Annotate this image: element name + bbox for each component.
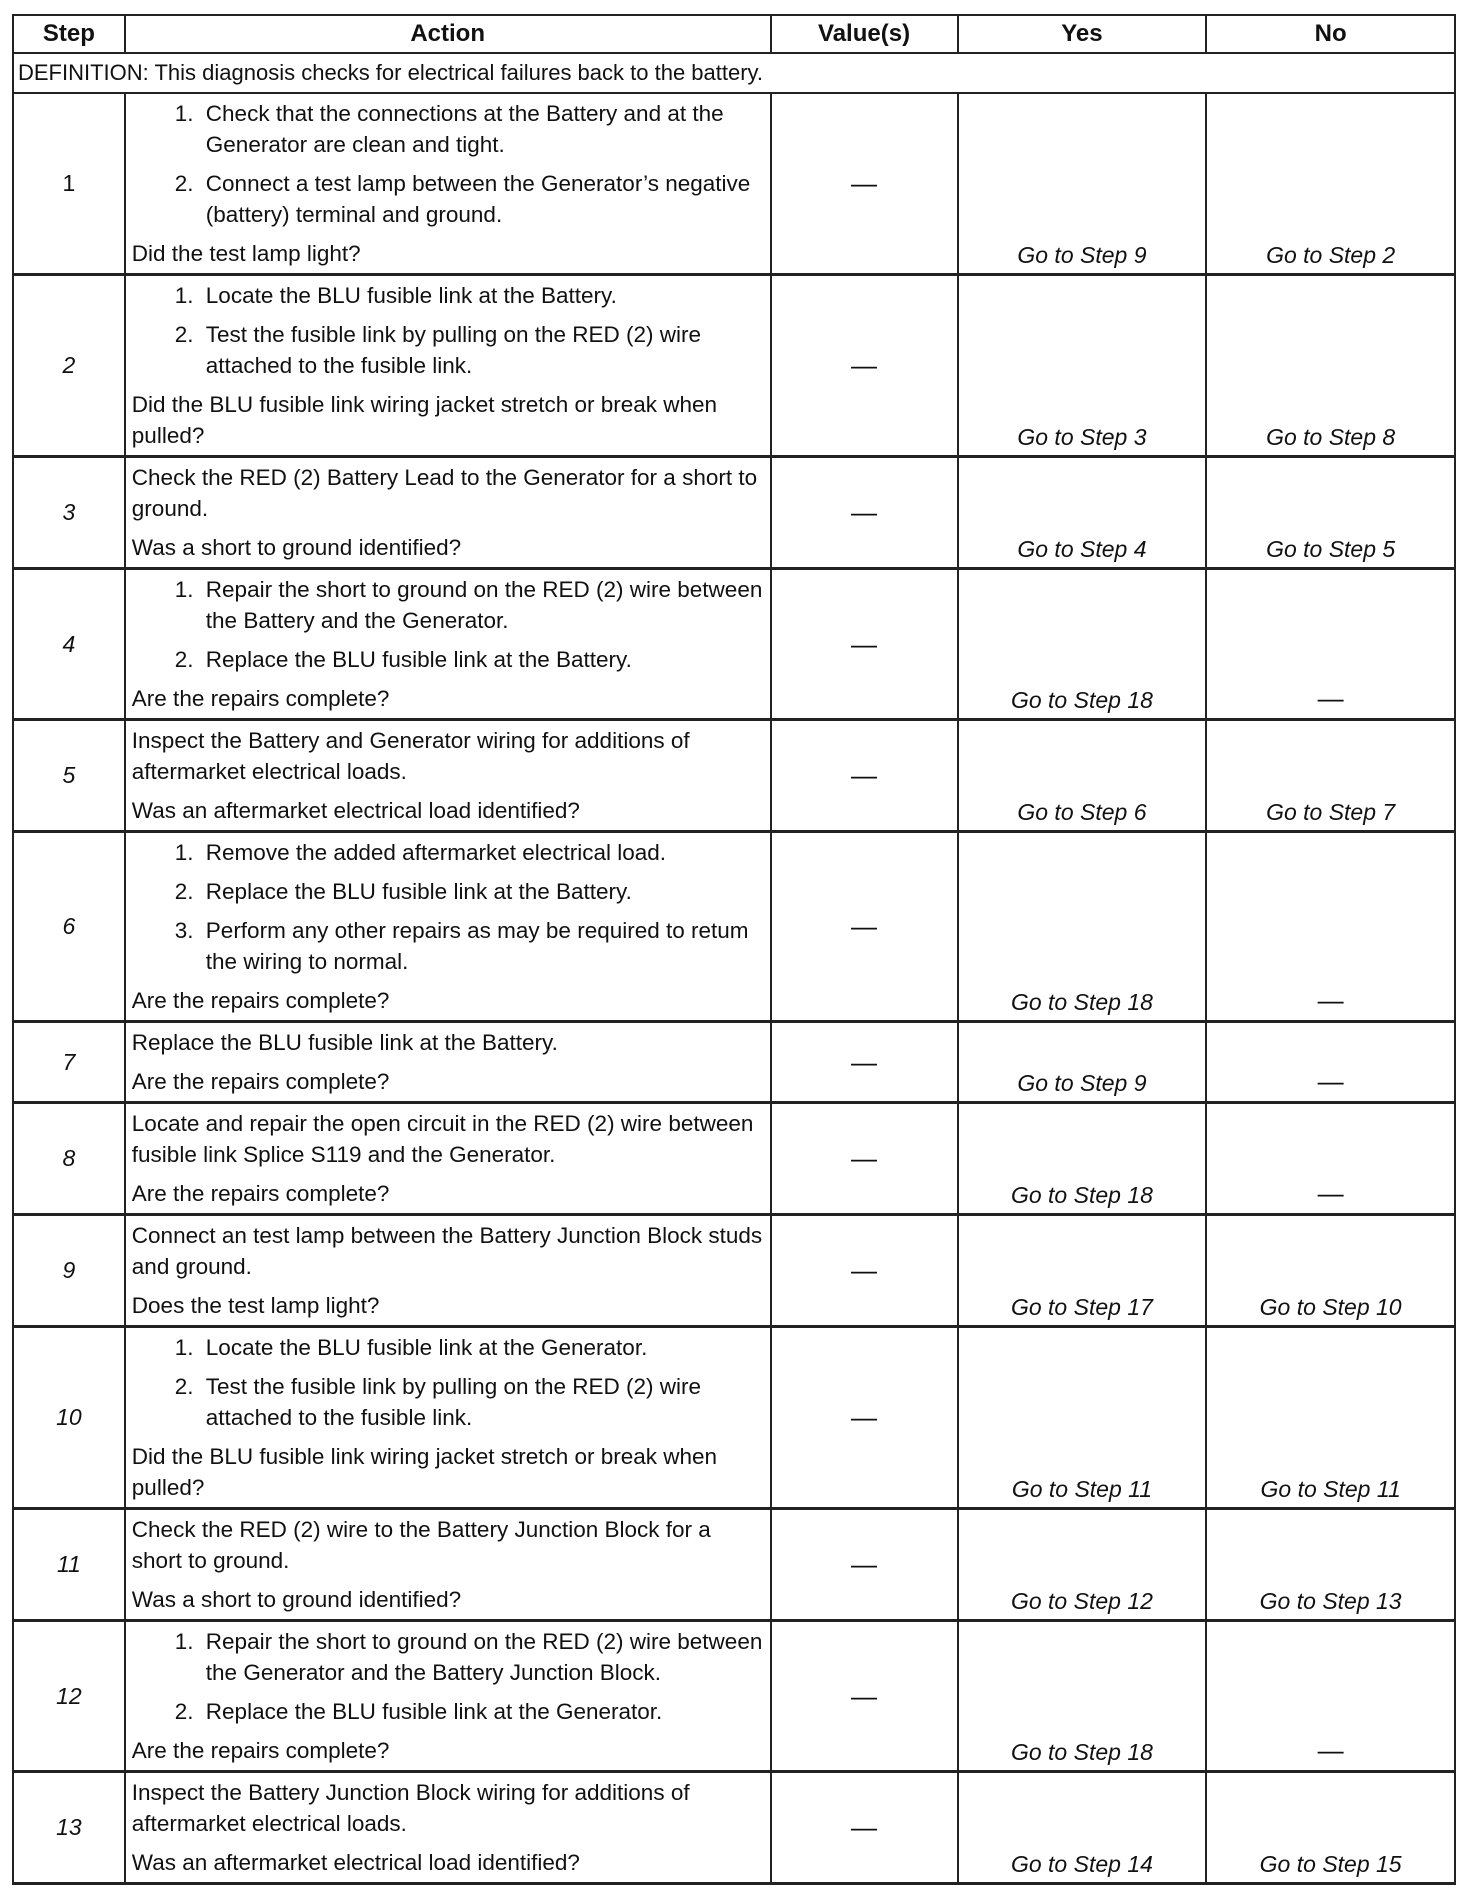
action-instruction: Check the RED (2) wire to the Battery Junction Block for a short to ground. — [131, 1517, 711, 1573]
definition-text: DEFINITION: This diagnosis checks for electrical failures back to the battery. — [13, 53, 1455, 93]
instruction-list — [132, 1332, 764, 1433]
instruction-item: 2. Replace the BLU fusible link at the Generator. — [200, 1696, 764, 1727]
action-question: Does the test lamp light? — [131, 1293, 380, 1318]
no-result: Go to Step 2 — [1206, 93, 1455, 275]
action-instruction: Inspect the Battery and Generator wiring for additions of aftermarket electrical loads. — [131, 728, 690, 784]
value-cell: — — [771, 1022, 958, 1103]
value-cell: — — [771, 569, 958, 720]
no-result: — — [1206, 832, 1455, 1022]
no-result: — — [1206, 569, 1455, 720]
no-result: Go to Step 15 — [1206, 1772, 1455, 1884]
action-cell — [125, 1215, 771, 1327]
yes-result: Go to Step 4 — [958, 457, 1207, 569]
value-cell: — — [771, 1621, 958, 1772]
yes-result: Go to Step 17 — [958, 1215, 1207, 1327]
value-cell: — — [771, 720, 958, 832]
value-cell: — — [771, 832, 958, 1022]
no-result: Go to Step 11 — [1206, 1327, 1455, 1509]
table-row — [13, 1772, 1455, 1884]
value-cell: — — [771, 275, 958, 457]
table-row — [13, 1509, 1455, 1621]
value-cell: — — [771, 1103, 958, 1215]
yes-result: Go to Step 3 — [958, 275, 1207, 457]
no-result: Go to Step 13 — [1206, 1509, 1455, 1621]
step-number: 8 — [13, 1103, 125, 1215]
step-number: 9 — [13, 1215, 125, 1327]
value-cell: — — [771, 1327, 958, 1509]
action-cell — [125, 1509, 771, 1621]
instruction-item: 2. Test the fusible link by pulling on the RED (2) wire attached to the fusible link. — [200, 319, 764, 381]
action-cell — [125, 275, 771, 457]
instruction-item: 1. Locate the BLU fusible link at the Battery. — [200, 280, 764, 311]
value-cell: — — [771, 1215, 958, 1327]
header-action: Action — [125, 15, 771, 53]
table-row — [13, 1327, 1455, 1509]
yes-result: Go to Step 9 — [958, 93, 1207, 275]
instruction-item: 1. Check that the connections at the Battery and at the Generator are clean and tight. — [200, 98, 764, 160]
value-cell: — — [771, 1509, 958, 1621]
table-row — [13, 1621, 1455, 1772]
instruction-list — [132, 1626, 764, 1727]
header-row — [13, 15, 1455, 53]
header-yes: Yes — [958, 15, 1207, 53]
no-result: — — [1206, 1621, 1455, 1772]
yes-result: Go to Step 9 — [958, 1022, 1207, 1103]
action-question: Was a short to ground identified? — [131, 535, 462, 560]
action-cell — [125, 1022, 771, 1103]
action-cell — [125, 93, 771, 275]
table-row — [13, 720, 1455, 832]
table-row — [13, 457, 1455, 569]
yes-result: Go to Step 18 — [958, 832, 1207, 1022]
table-row — [13, 275, 1455, 457]
instruction-list — [132, 574, 764, 675]
header-step: Step — [13, 15, 125, 53]
action-question: Did the BLU fusible link wiring jacket stretch or break when pulled? — [131, 392, 718, 448]
step-number: 3 — [13, 457, 125, 569]
value-cell: — — [771, 93, 958, 275]
action-question: Are the repairs complete? — [131, 988, 390, 1013]
instruction-list — [132, 280, 764, 381]
no-result: Go to Step 7 — [1206, 720, 1455, 832]
table-row — [13, 832, 1455, 1022]
header-values: Value(s) — [771, 15, 958, 53]
instruction-item: 2. Connect a test lamp between the Generator’s negative (battery) terminal and ground. — [200, 168, 764, 230]
step-number: 4 — [13, 569, 125, 720]
yes-result: Go to Step 6 — [958, 720, 1207, 832]
yes-result: Go to Step 12 — [958, 1509, 1207, 1621]
diagnostic-document — [12, 14, 1456, 1885]
action-cell — [125, 569, 771, 720]
action-instruction: Connect an test lamp between the Battery Junction Block studs and ground. — [131, 1223, 763, 1279]
value-cell: — — [771, 457, 958, 569]
action-question: Was an aftermarket electrical load identified? — [131, 798, 580, 823]
no-result: Go to Step 5 — [1206, 457, 1455, 569]
no-result: Go to Step 8 — [1206, 275, 1455, 457]
action-cell — [125, 1327, 771, 1509]
action-cell — [125, 1103, 771, 1215]
action-instruction: Replace the BLU fusible link at the Battery. — [131, 1030, 558, 1055]
step-number: 13 — [13, 1772, 125, 1884]
no-result: — — [1206, 1022, 1455, 1103]
yes-result: Go to Step 18 — [958, 1621, 1207, 1772]
instruction-item: 2. Replace the BLU fusible link at the Battery. — [200, 876, 764, 907]
action-question: Did the BLU fusible link wiring jacket stretch or break when pulled? — [131, 1444, 718, 1500]
step-number: 2 — [13, 275, 125, 457]
instruction-item: 2. Test the fusible link by pulling on the RED (2) wire attached to the fusible link. — [200, 1371, 764, 1433]
table-row — [13, 569, 1455, 720]
step-number: 11 — [13, 1509, 125, 1621]
action-cell — [125, 720, 771, 832]
action-cell — [125, 832, 771, 1022]
action-cell — [125, 1621, 771, 1772]
yes-result: Go to Step 14 — [958, 1772, 1207, 1884]
header-no: No — [1206, 15, 1455, 53]
step-number: 10 — [13, 1327, 125, 1509]
action-cell — [125, 457, 771, 569]
action-question: Are the repairs complete? — [131, 1069, 390, 1094]
no-result: — — [1206, 1103, 1455, 1215]
step-number: 7 — [13, 1022, 125, 1103]
instruction-item: 1. Remove the added aftermarket electrical load. — [200, 837, 764, 868]
value-cell: — — [771, 1772, 958, 1884]
step-number: 12 — [13, 1621, 125, 1772]
table-row — [13, 1022, 1455, 1103]
action-instruction: Inspect the Battery Junction Block wiring for additions of aftermarket electrical loads. — [131, 1780, 690, 1836]
yes-result: Go to Step 18 — [958, 1103, 1207, 1215]
instruction-item: 1. Repair the short to ground on the RED (2) wire between the Generator and the Battery Junction Block. — [200, 1626, 764, 1688]
definition-row — [13, 53, 1455, 93]
action-cell — [125, 1772, 771, 1884]
step-number: 1 — [13, 93, 125, 275]
instruction-item: 2. Replace the BLU fusible link at the Battery. — [200, 644, 764, 675]
table-row — [13, 1215, 1455, 1327]
action-question: Was an aftermarket electrical load identified? — [131, 1850, 580, 1875]
instruction-item: 3. Perform any other repairs as may be required to retum the wiring to normal. — [200, 915, 764, 977]
action-question: Are the repairs complete? — [131, 1738, 390, 1763]
instruction-list — [132, 837, 764, 977]
diagnostic-table — [12, 14, 1456, 1885]
action-instruction: Check the RED (2) Battery Lead to the Generator for a short to ground. — [131, 465, 758, 521]
action-question: Did the test lamp light? — [131, 241, 361, 266]
yes-result: Go to Step 18 — [958, 569, 1207, 720]
step-number: 6 — [13, 832, 125, 1022]
instruction-item: 1. Locate the BLU fusible link at the Generator. — [200, 1332, 764, 1363]
action-question: Was a short to ground identified? — [131, 1587, 462, 1612]
no-result: Go to Step 10 — [1206, 1215, 1455, 1327]
instruction-item: 1. Repair the short to ground on the RED (2) wire between the Battery and the Generator. — [200, 574, 764, 636]
instruction-list — [132, 98, 764, 230]
table-row — [13, 1103, 1455, 1215]
action-instruction: Locate and repair the open circuit in the RED (2) wire between fusible link Splice S119 and the Generator. — [131, 1111, 754, 1167]
action-question: Are the repairs complete? — [131, 686, 390, 711]
table-row — [13, 93, 1455, 275]
yes-result: Go to Step 11 — [958, 1327, 1207, 1509]
action-question: Are the repairs complete? — [131, 1181, 390, 1206]
step-number: 5 — [13, 720, 125, 832]
